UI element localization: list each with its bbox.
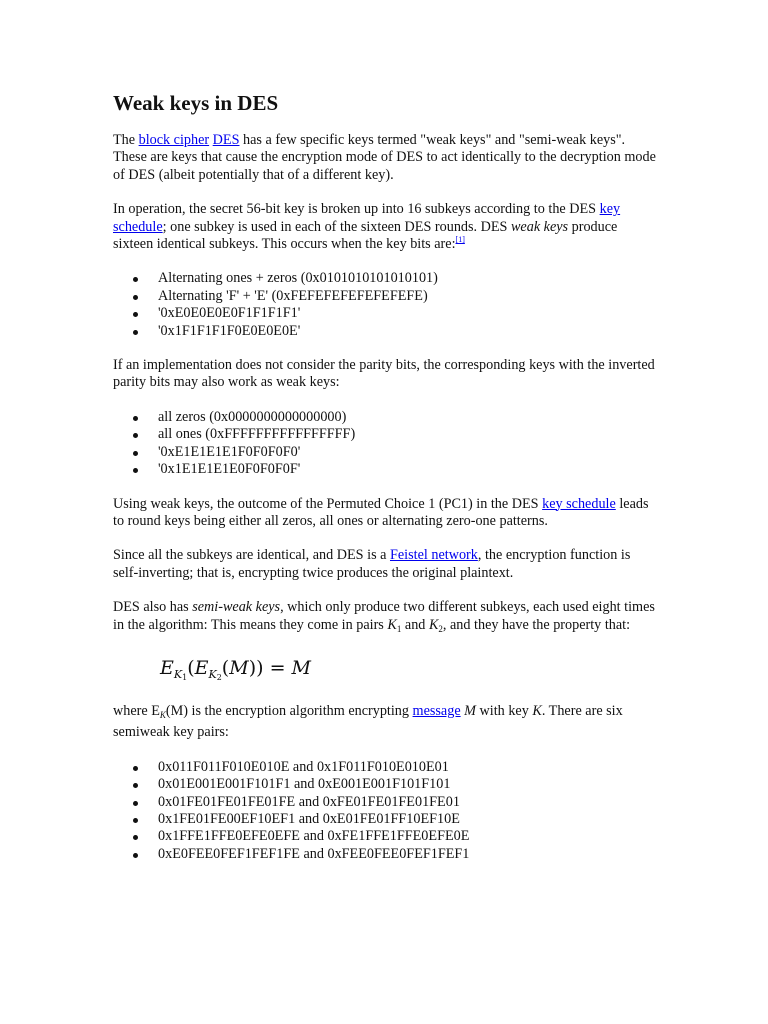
list-item: '0xE0E0E0E0F1F1F1F1' <box>158 305 658 322</box>
formula-equals: = <box>269 656 286 679</box>
formula-k2-index: 2 <box>216 672 222 682</box>
reference-link[interactable]: [1] <box>455 235 465 245</box>
feistel-text-2: , the encryption function is self-inverting; that is, encrypting twice produces the original plaintext. <box>113 547 631 581</box>
semiweak-formula: $E_{K_1}(E_{K_2}(M)) = M$ <box>160 656 311 682</box>
formula-e-inner: E <box>194 656 209 679</box>
block-cipher-link[interactable]: block cipher <box>138 132 210 148</box>
where-paragraph <box>113 703 658 742</box>
parity-keys-list <box>113 409 658 479</box>
reference-superscript <box>456 235 465 244</box>
semiweak-and: and <box>401 616 429 633</box>
formula-k2 <box>208 668 221 681</box>
feistel-paragraph <box>113 547 658 582</box>
feistel-network-link[interactable]: Feistel network <box>389 547 478 564</box>
semiweak-text-3: , and they have the property that: <box>442 616 631 633</box>
intro-paragraph <box>113 132 658 184</box>
list-item: 0x1FFE1FFE0EFE0EFE and 0xFE1FFE1FFE0EFE0E <box>158 828 658 845</box>
k1-subscript: 1 <box>396 623 402 634</box>
formula-k1-index: 1 <box>182 672 188 682</box>
list-item: 0x01FE01FE01FE01FE and 0xFE01FE01FE01FE01 <box>158 794 658 811</box>
intro-text-1: The <box>113 132 139 148</box>
k-symbol: K <box>532 702 542 719</box>
list-item: Alternating 'F' + 'E' (0xFEFEFEFEFEFEFEFE) <box>158 288 658 305</box>
k1-symbol: K <box>387 616 397 633</box>
weak-keys-term: weak keys <box>510 218 569 235</box>
article <box>113 88 658 880</box>
list-item: Alternating ones + zeros (0x0101010101010101) <box>158 270 658 287</box>
page-title: Weak keys in DES <box>113 91 279 115</box>
parity-paragraph: If an implementation does not consider the parity bits, the corresponding keys with the inverted parity bits may also work as weak keys: <box>113 357 655 391</box>
pc1-paragraph <box>113 496 658 531</box>
pc1-text-1: Using weak keys, the outcome of the Permuted Choice 1 (PC1) in the DES <box>113 495 543 512</box>
where-text-2: (M) is the encryption algorithm encrypting <box>165 702 413 719</box>
list-item: all zeros (0x0000000000000000) <box>158 409 658 426</box>
weak-keys-list <box>113 270 658 340</box>
formula-e-outer: E <box>160 656 174 679</box>
list-item: 0xE0FEE0FEF1FEF1FE and 0xFEE0FEE0FEF1FEF1 <box>158 846 658 863</box>
m-symbol: M <box>464 702 476 719</box>
semiweak-text-1: DES also has <box>113 599 193 616</box>
pc1-text-2: leads to round keys being either all zeros, all ones or alternating zero-one patterns. <box>113 495 649 529</box>
semi-weak-keys-term: semi-weak keys <box>192 599 281 616</box>
formula-k2-letter: K <box>208 667 217 681</box>
intro-text-2: has a few specific keys termed "weak keys" and "semi-weak keys". These are keys that cause the encryption mode of DES to act identically to the decryption mode of DES (albeit potentially that of a different key). <box>113 132 656 183</box>
k2-subscript: 2 <box>438 623 443 634</box>
ek-subscript-letter: K <box>159 709 166 720</box>
list-item: all ones (0xFFFFFFFFFFFFFFFF) <box>158 426 658 443</box>
where-text-4: . There are six semiweak key pairs: <box>113 702 623 741</box>
formula-k1 <box>174 668 187 681</box>
list-item: '0x1E1E1E1E0F0F0F0F' <box>158 461 658 478</box>
operation-text-2: ; one subkey is used in each of the sixteen DES rounds. DES <box>162 218 511 235</box>
operation-text-3: produce sixteen identical subkeys. This occurs when the key bits are: <box>113 218 618 253</box>
list-item: '0x1F1F1F1F0E0E0E0E' <box>158 323 658 340</box>
k2-symbol: K <box>428 616 439 633</box>
message-link[interactable]: message <box>412 702 461 719</box>
semiweak-paragraph <box>113 599 658 638</box>
semiweak-keys-list <box>113 759 658 863</box>
list-item: 0x01E001E001F101F1 and 0xE001E001F101F101 <box>158 776 658 793</box>
list-item: '0xE1E1E1E1F0F0F0F0' <box>158 444 658 461</box>
operation-text-1: In operation, the secret 56-bit key is broken up into 16 subkeys according to the DES <box>113 201 600 218</box>
where-text-3: with key <box>476 702 533 719</box>
list-item: 0x1FE01FE00EF10EF1 and 0xE01FE01FF10EF10E <box>158 811 658 828</box>
formula-k1-letter: K <box>173 667 183 681</box>
operation-paragraph <box>113 201 658 253</box>
formula-m: M <box>229 656 249 679</box>
semiweak-text-2: , which only produce two different subkeys, each used eight times in the algorithm: This means they come in pairs <box>113 599 655 633</box>
formula-m-result: M <box>291 656 311 679</box>
where-text-1: where E <box>113 702 160 719</box>
key-schedule-link-2[interactable]: key schedule <box>542 495 616 512</box>
des-link[interactable]: DES <box>212 132 240 148</box>
key-schedule-link[interactable]: key schedule <box>113 201 621 235</box>
list-item: 0x011F011F010E010E and 0x1F011F010E010E01 <box>158 759 658 776</box>
feistel-text-1: Since all the subkeys are identical, and DES is a <box>113 547 390 564</box>
